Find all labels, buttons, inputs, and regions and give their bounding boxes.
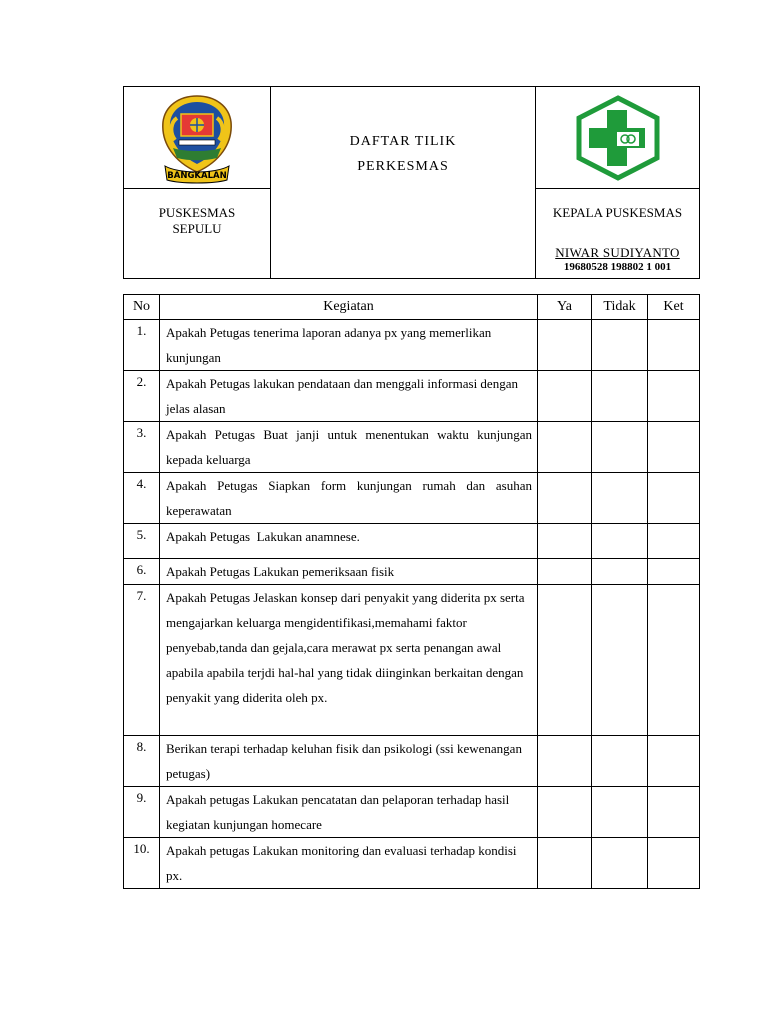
ket-cell[interactable] — [648, 585, 700, 736]
row-number: 7. — [124, 585, 160, 736]
checklist-table — [123, 294, 700, 889]
tidak-cell[interactable] — [592, 838, 648, 889]
signatory-name: NIWAR SUDIYANTO — [555, 245, 680, 260]
organization-name-line2: SEPULU — [172, 221, 222, 236]
seal-banner-text: BANGKALAN — [167, 170, 227, 181]
table-row — [124, 787, 700, 838]
column-header-no: No — [124, 295, 160, 320]
activity-text: Apakah Petugas Lakukan pemeriksaan fisik — [160, 559, 538, 585]
table-row — [124, 371, 700, 422]
ya-cell[interactable] — [538, 838, 592, 889]
ket-cell[interactable] — [648, 524, 700, 559]
ya-cell[interactable] — [538, 736, 592, 787]
tidak-cell[interactable] — [592, 736, 648, 787]
bangkalan-regency-seal-icon — [157, 92, 237, 184]
ket-cell[interactable] — [648, 736, 700, 787]
activity-text: Apakah Petugas Siapkan form kunjungan rumah dan asuhan keperawatan — [160, 473, 538, 524]
table-row — [124, 585, 700, 736]
row-number: 10. — [124, 838, 160, 889]
puskesmas-green-cross-icon — [573, 94, 663, 182]
left-logo-cell — [124, 87, 271, 189]
document-title-cell — [271, 87, 536, 279]
tidak-cell[interactable] — [592, 320, 648, 371]
document-title-line1: DAFTAR TILIK — [349, 134, 457, 149]
column-header-ya: Ya — [538, 295, 592, 320]
tidak-cell[interactable] — [592, 422, 648, 473]
ket-cell[interactable] — [648, 473, 700, 524]
table-row — [124, 524, 700, 559]
ket-cell[interactable] — [648, 838, 700, 889]
ket-cell[interactable] — [648, 422, 700, 473]
column-header-kegiatan: Kegiatan — [160, 295, 538, 320]
column-header-ket: Ket — [648, 295, 700, 320]
table-row — [124, 736, 700, 787]
tidak-cell[interactable] — [592, 371, 648, 422]
organization-cell — [124, 189, 271, 279]
ya-cell[interactable] — [538, 585, 592, 736]
activity-text: Apakah Petugas Jelaskan konsep dari penyakit yang diderita px serta mengajarkan keluarga mengidentifikasi,memahami faktor penyebab,tanda dan gejala,cara merawat px serta penangan awal apabila apabila terjdi hal-hal yang tidak diinginkan berkaitan dengan penyakit yang diderita oleh px. — [160, 585, 538, 736]
signatory-title: KEPALA PUSKESMAS — [552, 205, 683, 220]
ket-cell[interactable] — [648, 559, 700, 585]
row-number: 9. — [124, 787, 160, 838]
signatory-cell — [536, 189, 700, 279]
activity-text: Apakah petugas Lakukan pencatatan dan pelaporan terhadap hasil kegiatan kunjungan homecare — [160, 787, 538, 838]
right-logo-cell — [536, 87, 700, 189]
activity-text: Apakah Petugas tenerima laporan adanya px yang memerlikan kunjungan — [160, 320, 538, 371]
activity-text: Apakah Petugas lakukan pendataan dan menggali informasi dengan jelas alasan — [160, 371, 538, 422]
activity-text: Apakah Petugas Buat janji untuk menentukan waktu kunjungan kepada keluarga — [160, 422, 538, 473]
column-header-tidak: Tidak — [592, 295, 648, 320]
table-row — [124, 838, 700, 889]
activity-text: Apakah Petugas Lakukan anamnese. — [160, 524, 538, 559]
row-number: 1. — [124, 320, 160, 371]
table-row — [124, 422, 700, 473]
activity-text: Berikan terapi terhadap keluhan fisik dan psikologi (ssi kewenangan petugas) — [160, 736, 538, 787]
ket-cell[interactable] — [648, 787, 700, 838]
tidak-cell[interactable] — [592, 787, 648, 838]
row-number: 3. — [124, 422, 160, 473]
row-number: 5. — [124, 524, 160, 559]
row-number: 8. — [124, 736, 160, 787]
ya-cell[interactable] — [538, 473, 592, 524]
ya-cell[interactable] — [538, 371, 592, 422]
tidak-cell[interactable] — [592, 585, 648, 736]
ya-cell[interactable] — [538, 422, 592, 473]
ket-cell[interactable] — [648, 371, 700, 422]
row-number: 2. — [124, 371, 160, 422]
organization-name-line1: PUSKESMAS — [158, 205, 236, 220]
table-row — [124, 473, 700, 524]
row-number: 6. — [124, 559, 160, 585]
tidak-cell[interactable] — [592, 559, 648, 585]
table-row — [124, 559, 700, 585]
ya-cell[interactable] — [538, 559, 592, 585]
signatory-nip: 19680528 198802 1 001 — [563, 261, 672, 273]
ya-cell[interactable] — [538, 524, 592, 559]
checklist-header-row — [124, 295, 700, 320]
document-title-line2: PERKESMAS — [357, 159, 449, 174]
ya-cell[interactable] — [538, 320, 592, 371]
ket-cell[interactable] — [648, 320, 700, 371]
ya-cell[interactable] — [538, 787, 592, 838]
table-row — [124, 320, 700, 371]
document-header — [123, 86, 700, 279]
row-number: 4. — [124, 473, 160, 524]
tidak-cell[interactable] — [592, 473, 648, 524]
tidak-cell[interactable] — [592, 524, 648, 559]
activity-text: Apakah petugas Lakukan monitoring dan evaluasi terhadap kondisi px. — [160, 838, 538, 889]
